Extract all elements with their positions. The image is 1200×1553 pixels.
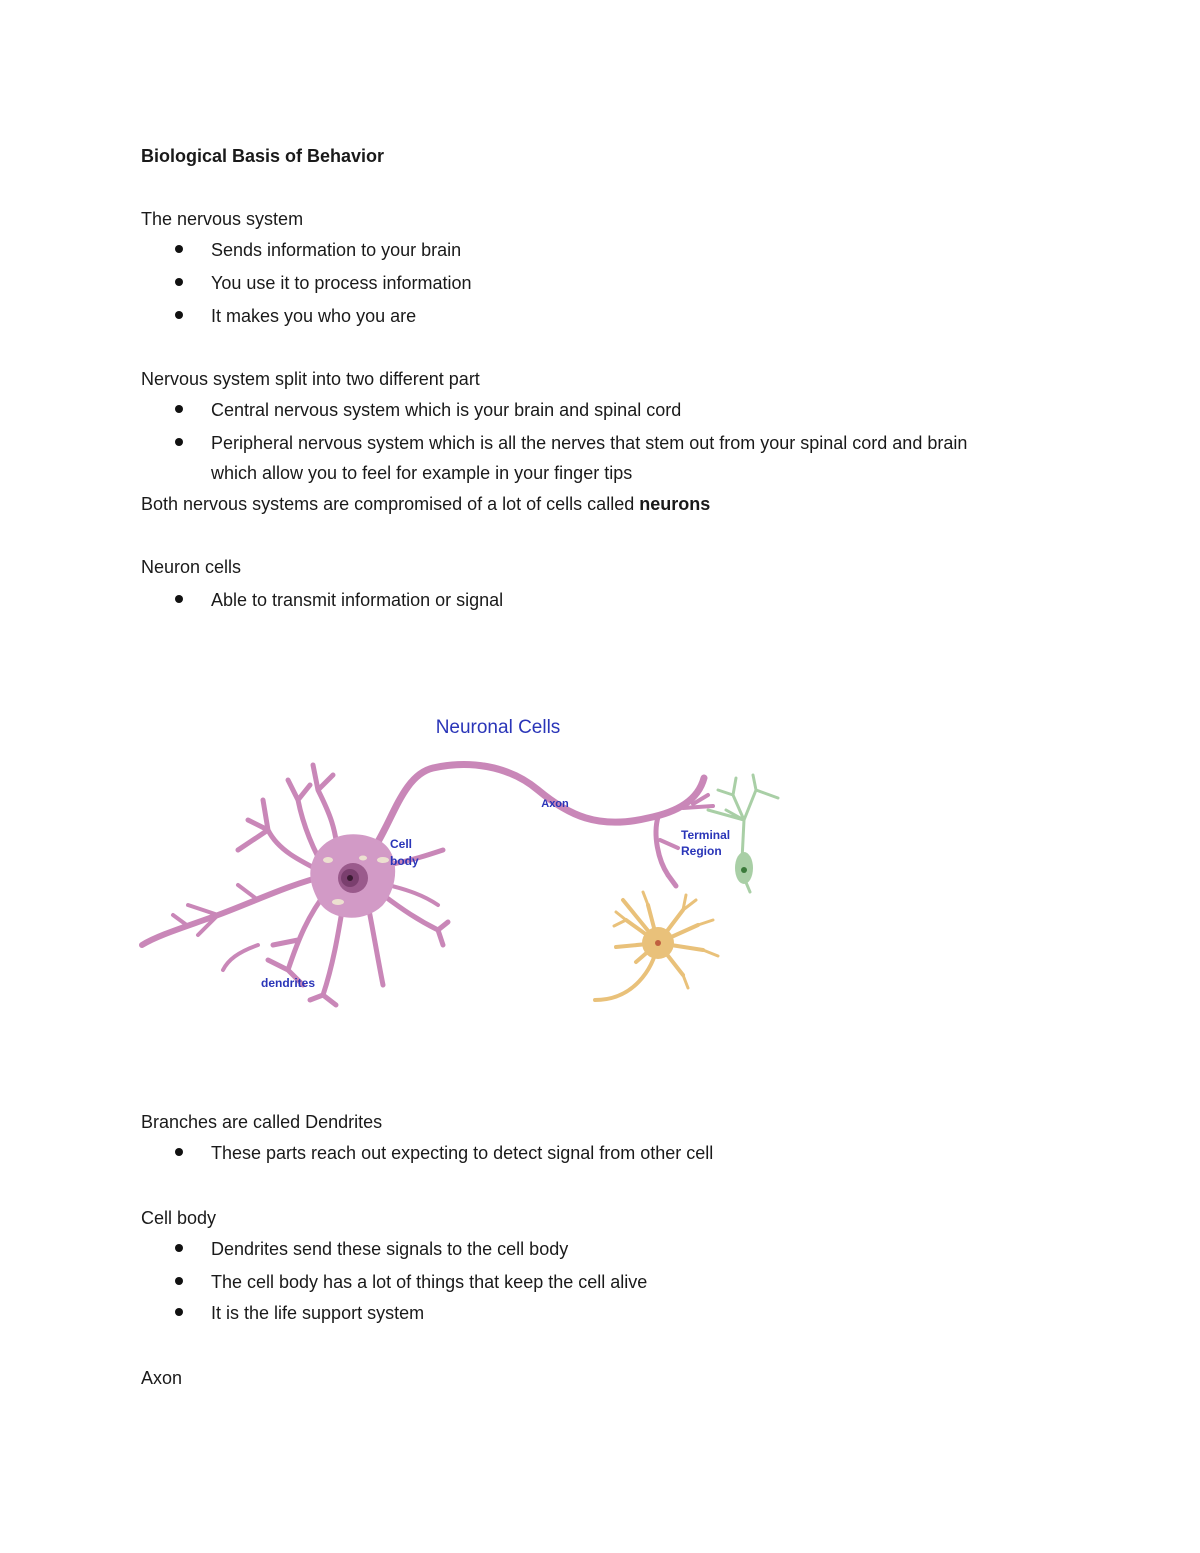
bullet-dot [175,311,183,319]
section-heading-dendrites: Branches are called Dendrites [141,1112,383,1132]
bullet-dot [175,1277,183,1285]
section-heading-axon: Axon [141,1368,183,1388]
terminal-region-label-line2: Region [681,844,722,858]
section-heading-neuron-cells: Neuron cells [141,557,242,577]
bullet-dot [175,1244,183,1252]
organelle [323,857,333,863]
bullet-dot [175,405,183,413]
organelle [377,857,389,863]
list-item: Central nervous system which is your brain and spinal cord [211,400,682,420]
terminal-region-label-line1: Terminal [681,828,731,842]
bullet-dot [175,1308,183,1316]
list-item-continuation: which allow you to feel for example in your finger tips [211,463,633,483]
list-item: These parts reach out expecting to detect signal from other cell [211,1143,714,1163]
neurons-term: neurons [639,494,711,514]
cell-body-label-line2: body [390,854,419,868]
cell-body-label-line1: Cell [390,837,413,851]
axon-label: Axon [541,798,569,810]
green-nucleus [741,867,747,873]
neurons-note [141,493,710,515]
list-item: You use it to process information [211,273,472,293]
pink-neuron [142,764,713,1005]
section-heading-cell-body: Cell body [141,1208,217,1228]
dendrites-label: dendrites [261,976,316,990]
section-heading-two-parts: Nervous system split into two different part [141,369,480,389]
neuron-diagram [138,700,788,1020]
neuronal-cells-figure [138,700,788,1020]
list-item: The cell body has a lot of things that keep the cell alive [211,1272,648,1292]
document-title: Biological Basis of Behavior [141,146,385,166]
yellow-nucleus [655,940,661,946]
list-item: It makes you who you are [211,306,417,326]
list-item: Dendrites send these signals to the cell body [211,1239,569,1259]
bullet-dot [175,245,183,253]
list-item: Able to transmit information or signal [211,590,504,610]
bullet-dot [175,438,183,446]
list-item: Sends information to your brain [211,240,462,260]
section-heading-nervous-system: The nervous system [141,209,304,229]
list-item: Peripheral nervous system which is all the nerves that stem out from your spinal cord and brain [211,433,968,453]
organelle [359,856,367,861]
pink-nucleolus [347,875,353,881]
figure-title: Neuronal Cells [435,717,561,738]
list-item: It is the life support system [211,1303,425,1323]
bullet-dot [175,595,183,603]
bullet-dot [175,1148,183,1156]
bullet-dot [175,278,183,286]
organelle [332,899,344,905]
neurons-note-text: Both nervous systems are compromised of a lot of cells called [141,494,640,514]
